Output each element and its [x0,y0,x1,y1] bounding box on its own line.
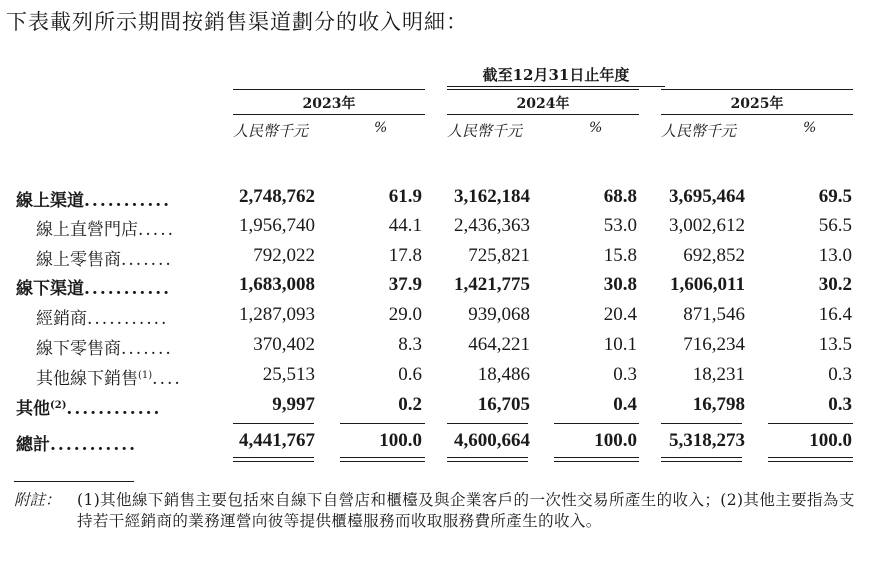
value-2024-amount: 1,421,775 [454,274,530,295]
value-2023-amount: 370,402 [253,334,315,355]
value-2023-amount: 2,748,762 [239,186,315,207]
value-2025-pct: 69.5 [818,186,852,207]
row-label: 線下零售商....... [36,339,173,359]
value-2023-pct: 0.2 [398,394,422,415]
subtotal-rule [661,423,742,424]
row-label: 線上直營門店..... [36,220,176,240]
value-2025-pct: 0.3 [828,394,852,415]
value-2023-amount: 1,956,740 [239,215,315,236]
table-row [0,186,882,214]
value-2025-amount: 5,318,273 [669,430,745,451]
period-rule [447,86,665,87]
value-2024-amount: 16,705 [477,394,530,415]
table-row [0,215,882,243]
value-2025-pct: 0.3 [828,364,852,385]
value-2024-pct: 0.3 [613,364,637,385]
table-row [0,364,882,392]
row-label: 經銷商........... [36,309,169,329]
table-row [0,304,882,332]
unit-header-2023: 人民幣千元 [233,122,309,140]
value-2023-pct: 61.9 [388,186,422,207]
row-label: 總計........... [16,435,138,455]
value-2024-pct: 10.1 [603,334,637,355]
pct-header-2025: % [803,120,817,136]
value-2023-amount: 25,513 [262,364,315,385]
value-2023-amount: 9,997 [272,394,315,415]
year-header-2025: 2025年 [730,96,784,112]
total-double-rule [554,457,639,462]
value-2023-pct: 29.0 [388,304,422,325]
year-underline-2023 [233,114,425,115]
value-2024-amount: 4,600,664 [454,430,530,451]
period-header: 截至12月31日止年度 [482,66,630,84]
year-underline-2024 [447,114,639,115]
footnote-marker: (1) [138,370,153,381]
year-rule-2024 [447,89,639,90]
value-2024-amount: 2,436,363 [454,215,530,236]
total-double-rule [768,457,853,462]
value-2025-pct: 30.2 [818,274,852,295]
table-row [0,245,882,273]
value-2025-amount: 692,852 [683,245,745,266]
value-2023-amount: 1,683,008 [239,274,315,295]
value-2024-pct: 30.8 [603,274,637,295]
table-row [0,334,882,362]
year-underline-2025 [661,114,853,115]
footnote-divider [14,481,134,482]
value-2025-pct: 13.0 [818,245,852,266]
value-2024-amount: 725,821 [468,245,530,266]
value-2024-pct: 53.0 [603,215,637,236]
pct-header-2023: % [374,120,388,136]
value-2025-amount: 1,606,011 [670,274,745,295]
value-2024-pct: 15.8 [603,245,637,266]
total-double-rule [233,457,314,462]
row-label: 線下渠道........... [16,279,172,299]
value-2023-pct: 8.3 [398,334,422,355]
subtotal-rule [554,423,639,424]
value-2025-amount: 716,234 [683,334,745,355]
total-double-rule [661,457,742,462]
value-2025-amount: 16,798 [692,394,745,415]
year-header-2024: 2024年 [516,96,570,112]
total-double-rule [340,457,425,462]
value-2025-pct: 16.4 [818,304,852,325]
row-label: 線上零售商....... [36,250,173,270]
pct-header-2024: % [589,120,603,136]
year-rule-2025 [661,89,853,90]
footnote-text: (1)其他線下銷售主要包括來自線下自營店和櫃檯及與企業客戶的一次性交易所產生的收入；(2)其他主要指為支持若干經銷商的業務運營向彼等提供櫃檯服務而收取服務費所產生的收入。 [77,491,855,530]
value-2025-pct: 56.5 [818,215,852,236]
value-2025-pct: 100.0 [809,430,852,451]
row-label: 其他線下銷售$^{(1)}$.... [36,369,182,389]
value-2025-pct: 13.5 [818,334,852,355]
value-2023-pct: 17.8 [388,245,422,266]
row-label: 其他$^{(2)}$............ [16,399,162,419]
value-2025-amount: 18,231 [692,364,745,385]
unit-header-2025: 人民幣千元 [661,122,737,140]
value-2023-pct: 100.0 [379,430,422,451]
year-header-2023: 2023年 [302,96,356,112]
value-2023-pct: 44.1 [388,215,422,236]
value-2023-pct: 0.6 [398,364,422,385]
subtotal-rule [447,423,528,424]
footnote-marker: (2) [50,400,67,411]
value-2024-pct: 68.8 [603,186,637,207]
row-label: 線上渠道........... [16,191,172,211]
subtotal-rule [768,423,853,424]
value-2024-amount: 464,221 [468,334,530,355]
subtotal-rule [233,423,314,424]
value-2023-pct: 37.9 [388,274,422,295]
value-2025-amount: 871,546 [683,304,745,325]
table-row [0,274,882,302]
value-2023-amount: 4,441,767 [239,430,315,451]
footnote-label: 附註： [14,491,61,509]
value-2024-amount: 3,162,184 [454,186,530,207]
unit-header-2024: 人民幣千元 [447,122,523,140]
table-row [0,394,882,422]
value-2023-amount: 792,022 [253,245,315,266]
value-2025-amount: 3,002,612 [669,215,745,236]
subtotal-rule [340,423,425,424]
value-2023-amount: 1,287,093 [239,304,315,325]
total-double-rule [447,457,528,462]
table-row-total [0,430,882,458]
intro-text: 下表載列所示期間按銷售渠道劃分的收入明細： [6,10,468,34]
value-2024-pct: 20.4 [603,304,637,325]
value-2024-amount: 939,068 [468,304,530,325]
value-2024-pct: 0.4 [613,394,637,415]
value-2025-amount: 3,695,464 [669,186,745,207]
value-2024-pct: 100.0 [594,430,637,451]
year-rule-2023 [233,89,425,90]
value-2024-amount: 18,486 [477,364,530,385]
